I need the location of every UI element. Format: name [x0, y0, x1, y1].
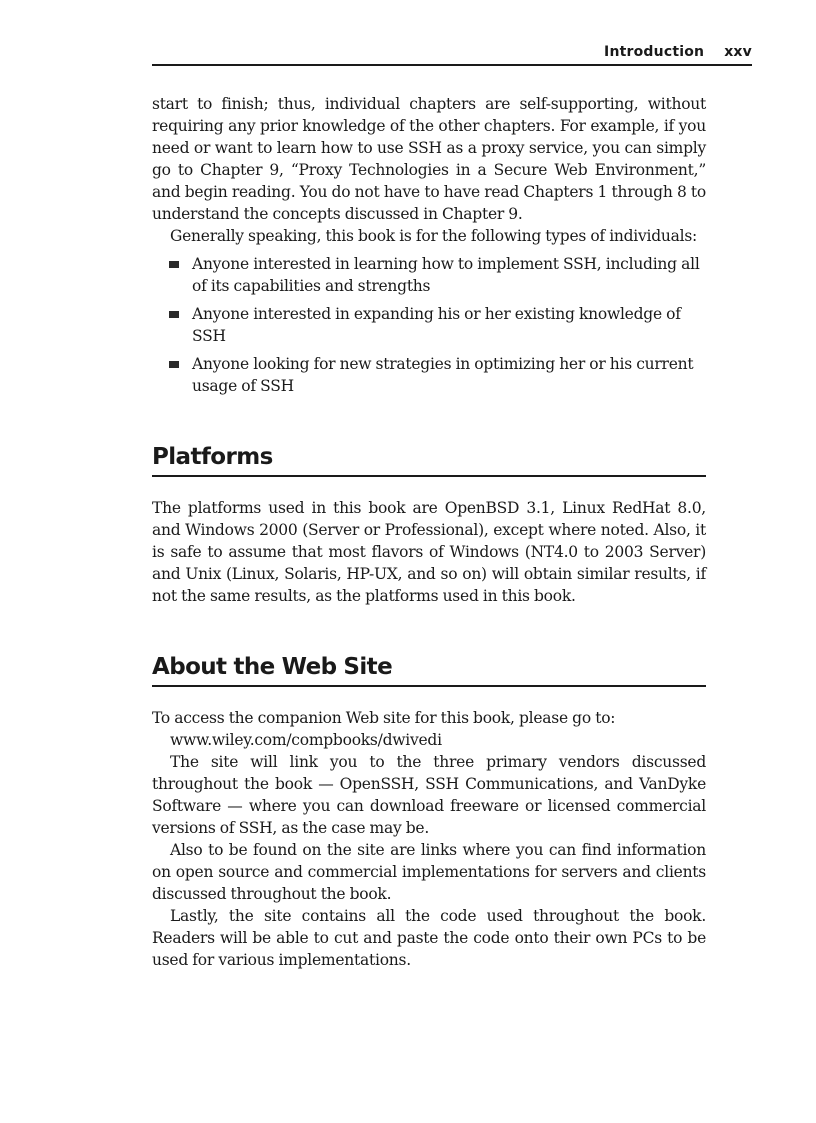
square-bullet-icon: [169, 311, 179, 318]
audience-bullet-list: [152, 253, 706, 397]
web-site-paragraph-1: To access the companion Web site for this book, please go to:: [152, 709, 616, 727]
intro-paragraph-2: Generally speaking, this book is for the following types of individuals:: [170, 227, 698, 245]
bullet-text: Anyone looking for new strategies in optimizing her or his current usage of SSH: [192, 355, 694, 395]
page-body: [152, 93, 706, 971]
bullet-text: Anyone interested in expanding his or her existing knowledge of SSH: [192, 305, 681, 345]
web-site-paragraph-4: Lastly, the site contains all the code used throughout the book. Readers will be able to cut and paste the code onto their own PCs to be used for various implementations.: [152, 907, 706, 969]
running-head-title: Introduction: [604, 44, 705, 60]
bullet-item: [192, 253, 706, 297]
bullet-item: [192, 353, 706, 397]
square-bullet-icon: [169, 361, 179, 368]
bullet-item: [192, 303, 706, 347]
platforms-heading: Platforms: [152, 442, 706, 477]
web-site-url: www.wiley.com/compbooks/dwivedi: [170, 731, 442, 749]
bullet-text: Anyone interested in learning how to implement SSH, including all of its capabilities and strengths: [192, 255, 700, 295]
web-site-paragraph-2: The site will link you to the three primary vendors discussed throughout the book — OpenSSH, SSH Communications, and VanDyke Software — where you can download freeware or licensed commercial versions of SSH, as the case may be.: [152, 753, 706, 837]
page-number: xxv: [724, 44, 752, 60]
web-site-paragraph-3: Also to be found on the site are links where you can find information on open source and commercial implementations for servers and clients discussed throughout the book.: [152, 841, 706, 903]
square-bullet-icon: [169, 261, 179, 268]
platforms-paragraph: The platforms used in this book are OpenBSD 3.1, Linux RedHat 8.0, and Windows 2000 (Server or Professional), except where noted. Also, it is safe to assume that most flavors of Windows (NT4.0 to 2003 Server) and Unix (Linux, Solaris, HP-UX, and so on) will obtain similar results, if not the same results, as the platforms used in this book.: [152, 499, 706, 605]
web-site-heading: About the Web Site: [152, 652, 706, 687]
running-head: [152, 40, 752, 66]
intro-paragraph-1: start to finish; thus, individual chapters are self-supporting, without requiring any prior knowledge of the other chapters. For example, if you need or want to learn how to use SSH as a proxy service, you can simply go to Chapter 9, “Proxy Technologies in a Secure Web Environment,” and begin reading. You do not have to have read Chapters 1 through 8 to understand the concepts discussed in Chapter 9.: [152, 95, 706, 223]
